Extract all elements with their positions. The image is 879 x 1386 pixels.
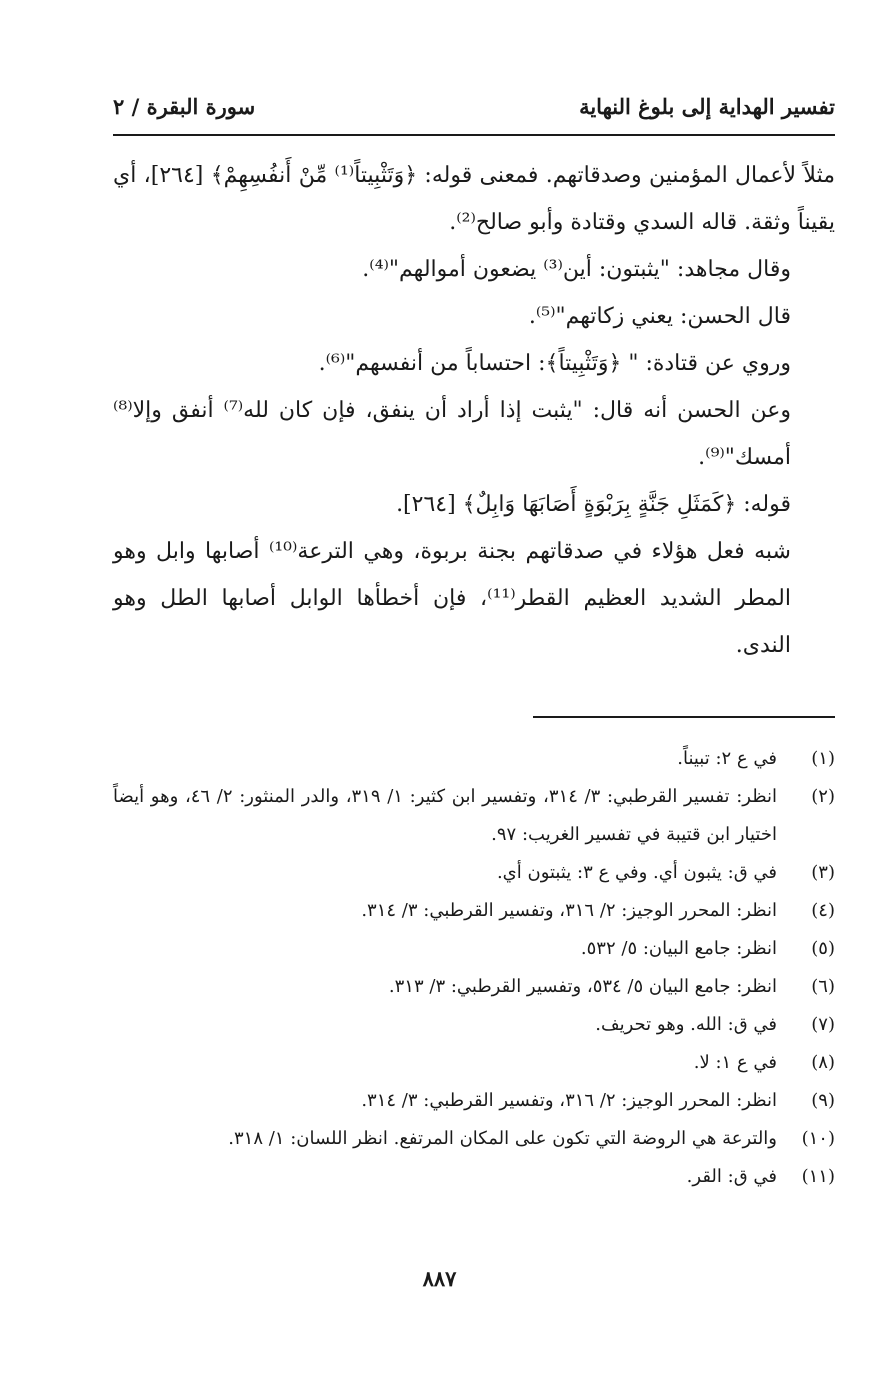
surah-label: سورة البقرة / ٢ bbox=[113, 93, 256, 119]
footnote-number: (٨) bbox=[811, 1052, 835, 1073]
footnote-text: في ق: يثبون أي. وفي ع ٣: يثبتون أي. bbox=[496, 862, 777, 883]
footnote bbox=[113, 740, 835, 778]
footnote-text: انظر: المحرر الوجيز: ٢/ ٣١٦، وتفسير القرطبي: ٣/ ٣١٤. bbox=[361, 900, 777, 921]
page-header bbox=[113, 88, 835, 124]
footnote bbox=[113, 854, 835, 892]
footnote-text: انظر: المحرر الوجيز: ٢/ ٣١٦، وتفسير القرطبي: ٣/ ٣١٤. bbox=[361, 1090, 777, 1111]
footnote-number: (٣) bbox=[811, 862, 835, 883]
footnote-text: انظر: تفسير القرطبي: ٣/ ٣١٤، وتفسير ابن كثير: ١/ ٣١٩، والدر المنثور: ٢/ ٤٦، وهو أيضاً اختيار ابن قتيبة في تفسير الغريب: ٩٧. bbox=[113, 786, 777, 845]
footnote-divider bbox=[533, 716, 835, 718]
footnote bbox=[113, 778, 835, 854]
footnote-number: (٤) bbox=[811, 900, 835, 921]
footnote bbox=[113, 1120, 835, 1158]
paragraph: وعن الحسن أنه قال: "يثبت إذا أراد أن ينفق، فإن كان لله⁽⁷⁾ أنفق وإلا⁽⁸⁾ أمسك"⁽⁹⁾. bbox=[113, 398, 791, 470]
footnote-number: (١٠) bbox=[801, 1128, 835, 1149]
header-divider bbox=[113, 134, 835, 136]
footnote-number: (٢) bbox=[811, 786, 835, 807]
footnote-number: (١١) bbox=[801, 1166, 835, 1187]
footnote bbox=[113, 930, 835, 968]
footnote-text: انظر: جامع البيان ٥/ ٥٣٤، وتفسير القرطبي: ٣/ ٣١٣. bbox=[388, 976, 777, 997]
paragraph: وقال مجاهد: "يثبتون: أين⁽³⁾ يضعون أموالهم"⁽⁴⁾. bbox=[362, 257, 791, 282]
footnote-text: في ق: الله. وهو تحريف. bbox=[595, 1014, 777, 1035]
footnote-number: (٦) bbox=[811, 976, 835, 997]
footnote bbox=[113, 892, 835, 930]
paragraph: قال الحسن: يعني زكاتهم"⁽⁵⁾. bbox=[528, 304, 791, 329]
footnote bbox=[113, 968, 835, 1006]
footnote-number: (٩) bbox=[811, 1090, 835, 1111]
footnotes bbox=[113, 740, 835, 1196]
footnote bbox=[113, 1044, 835, 1082]
footnote-text: في ع ٢: تبيناً. bbox=[677, 748, 777, 769]
footnote-number: (٥) bbox=[811, 938, 835, 959]
footnote bbox=[113, 1158, 835, 1196]
paragraph: شبه فعل هؤلاء في صدقاتهم بجنة بربوة، وهي الترعة⁽¹⁰⁾ أصابها وابل وهو المطر الشديد العظيم القطر⁽¹¹⁾، فإن أخطأها الوابل أصابها الطل وهو الندى. bbox=[113, 539, 791, 658]
paragraph: مثلاً لأعمال المؤمنين وصدقاتهم. فمعنى قوله: ﴿وَتَثْبِيتاً⁽¹⁾ مِّنْ أَنفُسِهِمْ﴾ [٢٦٤]، أي يقيناً وثقة. قاله السدي وقتادة وأبو صالح⁽²⁾. bbox=[113, 163, 835, 235]
footnote-text: انظر: جامع البيان: ٥/ ٥٣٢. bbox=[580, 938, 777, 959]
footnote-number: (٧) bbox=[811, 1014, 835, 1035]
footnote-number: (١) bbox=[811, 748, 835, 769]
footnote bbox=[113, 1082, 835, 1120]
footnote-text: والترعة هي الروضة التي تكون على المكان المرتفع. انظر اللسان: ١/ ٣١٨. bbox=[228, 1128, 777, 1149]
paragraph: قوله: ﴿كَمَثَلِ جَنَّةٍ بِرَبْوَةٍ أَصَابَهَا وَابِلٌ﴾ [٢٦٤]. bbox=[396, 492, 791, 517]
book-title: تفسير الهداية إلى بلوغ النهاية bbox=[579, 93, 835, 119]
paragraph: وروي عن قتادة: " ﴿وَتَثْبِيتاً﴾: احتساباً من أنفسهم"⁽⁶⁾. bbox=[318, 351, 791, 376]
main-text bbox=[113, 152, 835, 669]
footnote-text: في ق: القر. bbox=[686, 1166, 777, 1187]
page-number: ٨٨٧ bbox=[422, 1266, 457, 1291]
footnote bbox=[113, 1006, 835, 1044]
footnote-text: في ع ١: لا. bbox=[693, 1052, 777, 1073]
